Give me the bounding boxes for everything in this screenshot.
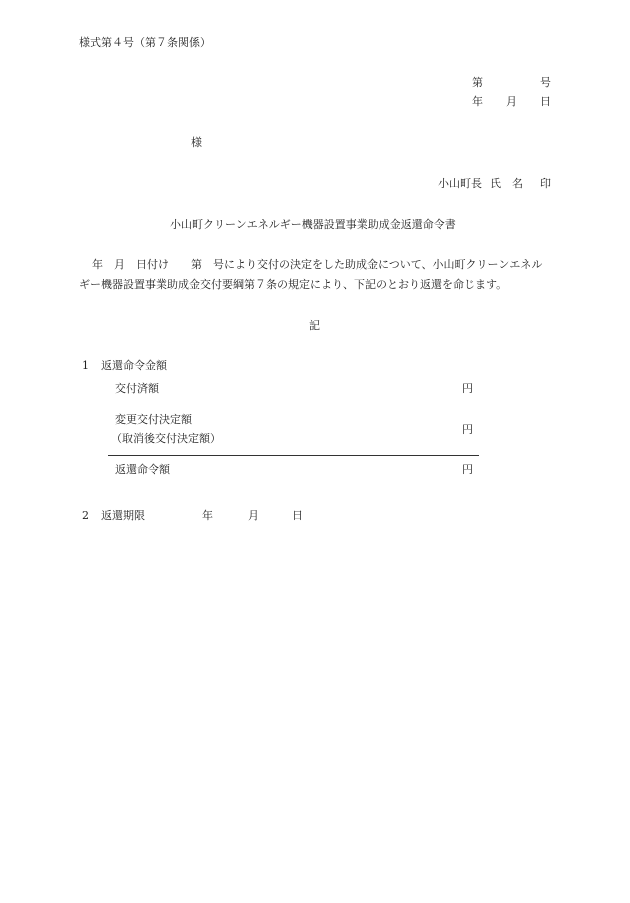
row-henko-label: 変更交付決定額 — [115, 413, 192, 426]
doc-date-year: 年 — [472, 95, 483, 108]
row-kofuzumi-label: 交付済額 — [115, 382, 159, 395]
ki-label: 記 — [309, 319, 320, 332]
deadline-day: 日 — [292, 509, 303, 522]
issuer-name-label: 氏 名 — [490, 177, 523, 190]
row-henko-sublabel: （取消後交付決定額） — [111, 432, 221, 445]
doc-date-day: 日 — [540, 95, 551, 108]
doc-date-month: 月 — [506, 95, 517, 108]
issuer-seal: 印 — [540, 177, 551, 190]
total-divider — [108, 455, 479, 456]
section2-number: 2 — [82, 509, 89, 522]
deadline-month: 月 — [248, 509, 259, 522]
form-label: 様式第４号（第７条関係） — [79, 36, 211, 49]
deadline-year: 年 — [202, 509, 213, 522]
row-henkan-label: 返還命令額 — [115, 463, 170, 476]
body-line-2: ギー機器設置事業助成金交付要綱第７条の規定により、下記のとおり返還を命じます。 — [79, 278, 508, 291]
section2-heading: 返還期限 — [101, 509, 145, 522]
section1-number: 1 — [82, 359, 89, 372]
doc-number-dai: 第 — [472, 76, 483, 89]
document-title: 小山町クリーンエネルギー機器設置事業助成金返還命令書 — [170, 218, 456, 231]
issuer-title: 小山町長 — [438, 177, 482, 190]
row-henkan-unit: 円 — [462, 463, 473, 476]
doc-number-go: 号 — [540, 76, 551, 89]
row-henko-unit: 円 — [462, 423, 473, 436]
addressee-suffix: 様 — [191, 136, 202, 149]
body-line-1: 年 月 日付け 第 号により交付の決定をした助成金について、小山町クリーンエネル — [92, 258, 543, 271]
row-kofuzumi-unit: 円 — [462, 382, 473, 395]
section1-heading: 返還命令金額 — [101, 359, 167, 372]
